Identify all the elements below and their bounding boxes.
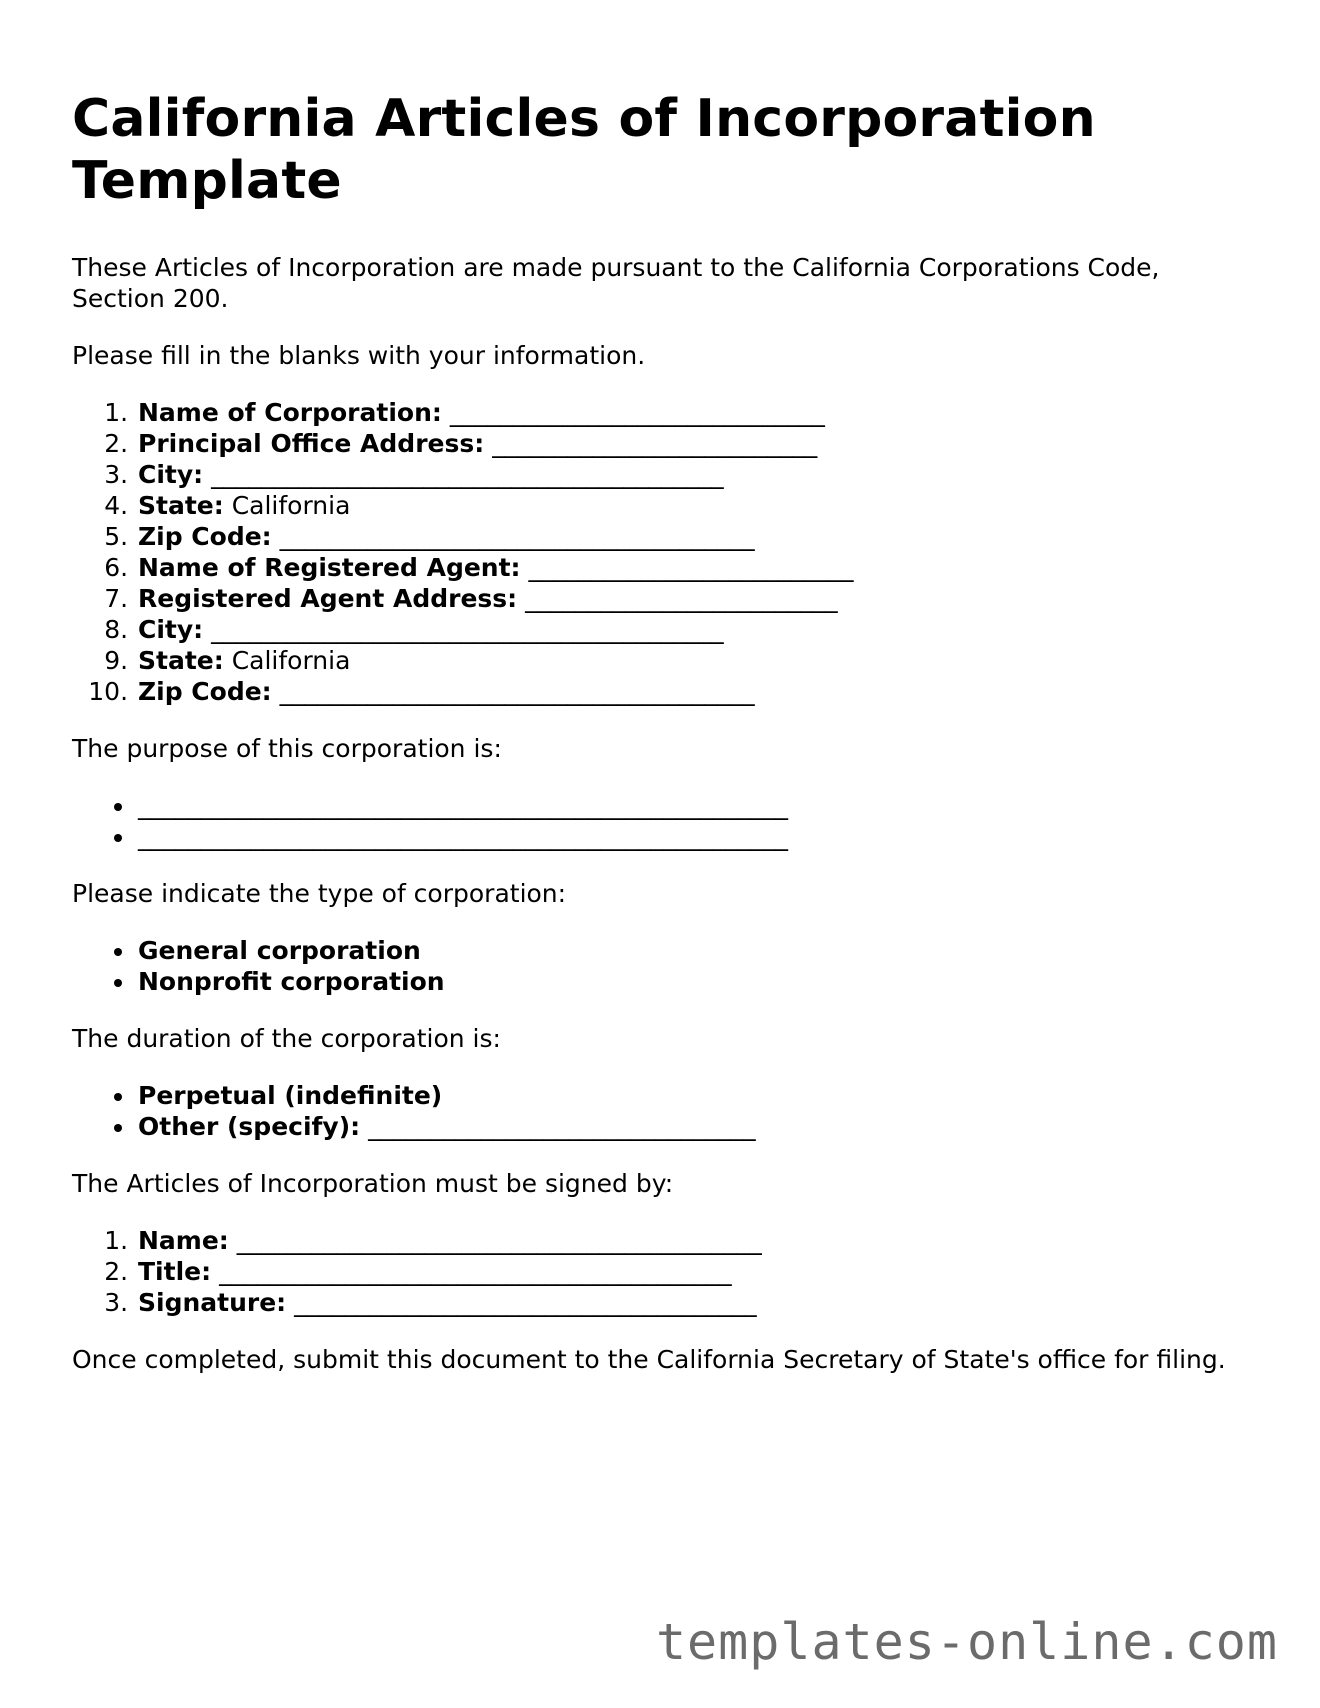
duration-perpetual: • Perpetual (indefinite) [136,1080,1252,1111]
corporation-type-list [72,935,1252,997]
field-office-zip: 5. Zip Code: ______________________________________ [136,521,1252,552]
field-agent-zip: 10. Zip Code: ______________________________________ [136,676,1252,707]
fill-blank[interactable]: _________________________________________ [211,615,724,644]
closing-paragraph: Once completed, submit this document to the California Secretary of State's office for filing. [72,1345,1226,1374]
fill-blank[interactable]: _________________________________________ [211,460,724,489]
purpose-line[interactable]: • ____________________________________________________ [136,790,1252,821]
type-nonprofit: • Nonprofit corporation [136,966,1252,997]
fill-blank[interactable]: ______________________________________ [279,677,755,706]
state-value: California [231,491,351,520]
instruction-paragraph: Please fill in the blanks with your information. [72,341,646,370]
watermark-text: templates-online.com [655,1613,1278,1671]
field-agent-city: 8. City: _________________________________________ [136,614,1252,645]
purpose-heading: The purpose of this corporation is: [72,734,502,763]
page-title: California Articles of Incorporation Template [72,89,1096,211]
duration-heading: The duration of the corporation is: [72,1024,501,1053]
signed-heading: The Articles of Incorporation must be signed by: [72,1169,674,1198]
fill-blank[interactable]: _________________________ [525,584,838,613]
field-office-state: 4. State: California [136,490,1252,521]
signer-name: 1. Name: __________________________________________ [136,1225,1252,1256]
signer-list [72,1225,1252,1318]
field-registered-agent-name: 6. Name of Registered Agent: __________________________ [136,552,1252,583]
fill-blank[interactable]: _________________________________________ [219,1257,732,1286]
fill-blank[interactable]: __________________________ [528,553,854,582]
purpose-line[interactable]: • ____________________________________________________ [136,821,1252,852]
fill-blank[interactable]: _____________________________________ [294,1288,757,1317]
fill-blank[interactable]: _______________________________ [368,1112,756,1141]
document-page [72,88,1252,1401]
field-principal-office-address: 2. Principal Office Address: __________________________ [136,428,1252,459]
fill-blank[interactable]: __________________________ [492,429,818,458]
signer-signature: 3. Signature: _____________________________________ [136,1287,1252,1318]
intro-paragraph: These Articles of Incorporation are made pursuant to the California Corporations Code, Section 200. [72,253,1160,313]
field-registered-agent-address: 7. Registered Agent Address: _________________________ [136,583,1252,614]
field-office-city: 3. City: _________________________________________ [136,459,1252,490]
type-general: • General corporation [136,935,1252,966]
duration-list [72,1080,1252,1142]
fill-blank[interactable]: ______________________________ [449,398,825,427]
state-value: California [231,646,351,675]
field-corporation-name: 1. Name of Corporation: ______________________________ [136,397,1252,428]
corporation-info-list [72,397,1252,707]
purpose-list [72,790,1252,852]
field-agent-state: 9. State: California [136,645,1252,676]
type-heading: Please indicate the type of corporation: [72,879,567,908]
fill-blank[interactable]: __________________________________________ [236,1226,762,1255]
signer-title: 2. Title: _________________________________________ [136,1256,1252,1287]
duration-other: • Other (specify): _______________________________ [136,1111,1252,1142]
fill-blank[interactable]: ______________________________________ [279,522,755,551]
